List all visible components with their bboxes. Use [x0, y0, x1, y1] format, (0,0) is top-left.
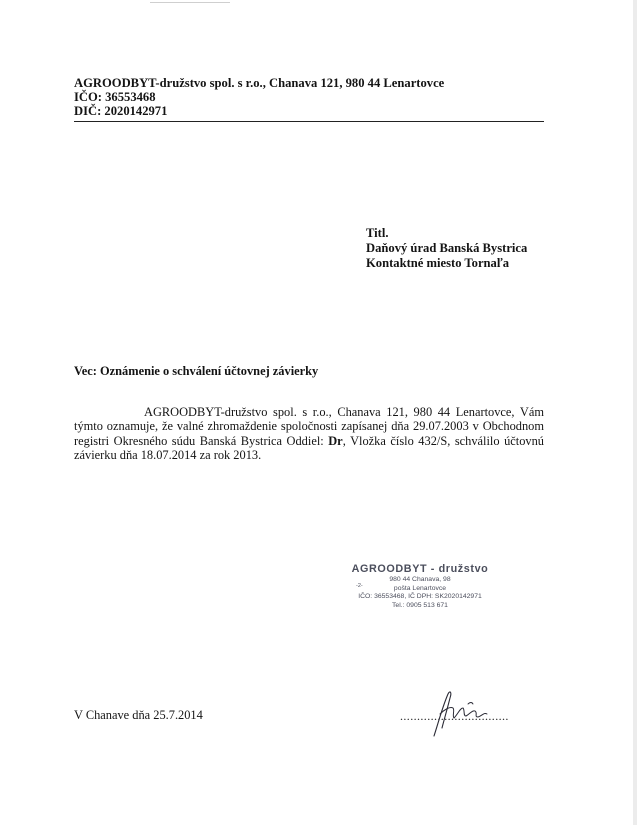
body-line-3-end: , Vložka číslo 432/S, schválilo účtovnú — [342, 433, 545, 448]
recipient-address — [366, 226, 527, 271]
stamp-ids: IČO: 36553468, IČ DPH: SK2020142971 — [358, 593, 482, 601]
handwritten-signature — [420, 684, 500, 744]
body-line-1: AGROODBYT-družstvo spol. s r.o., Chanava 121, 980 44 Lenartovce, Vám — [144, 405, 544, 419]
body-section-letter: Dr — [328, 433, 343, 448]
body-line-3 — [74, 434, 544, 448]
stamp-company: AGROODBYT - družstvo — [351, 563, 489, 575]
recipient-title: Titl. — [366, 226, 389, 240]
recipient-contact-point: Kontaktné miesto Tornaľa — [366, 256, 510, 270]
body-line-3-start: registri Okresného súdu Banská Bystrica Oddiel: — [74, 433, 329, 448]
recipient-office: Daňový úrad Banská Bystrica — [366, 241, 528, 255]
stamp-number: -2- — [356, 583, 363, 589]
letterhead-dic: DIČ: 2020142971 — [74, 104, 168, 118]
letterhead-divider — [74, 121, 544, 122]
letter-subject: Vec: Oznámenie o schválení účtovnej závierky — [74, 364, 319, 378]
letter-body — [74, 405, 544, 463]
signature-line: ................................ — [400, 709, 509, 723]
stamp-phone: Tel.: 0905 513 671 — [392, 601, 448, 609]
scan-edge — [633, 0, 637, 825]
company-stamp — [340, 563, 500, 610]
letterhead — [74, 76, 444, 118]
body-line-2: týmto oznamuje, že valné zhromaždenie spoločnosti zapísanej dňa 29.07.2003 v Obchodnom — [74, 419, 544, 434]
scan-artifact-line — [150, 2, 230, 3]
stamp-post: pošta Lenartovce — [393, 584, 447, 592]
body-line-4: závierku dňa 18.07.2014 za rok 2013. — [74, 448, 262, 463]
stamp-address: 980 44 Chanava, 98 — [389, 576, 451, 583]
letter-date: V Chanave dňa 25.7.2014 — [74, 708, 203, 722]
letterhead-ico: IČO: 36553468 — [74, 90, 156, 104]
letterhead-company: AGROODBYT-družstvo spol. s r.o., Chanava 121, 980 44 Lenartovce — [74, 76, 445, 90]
